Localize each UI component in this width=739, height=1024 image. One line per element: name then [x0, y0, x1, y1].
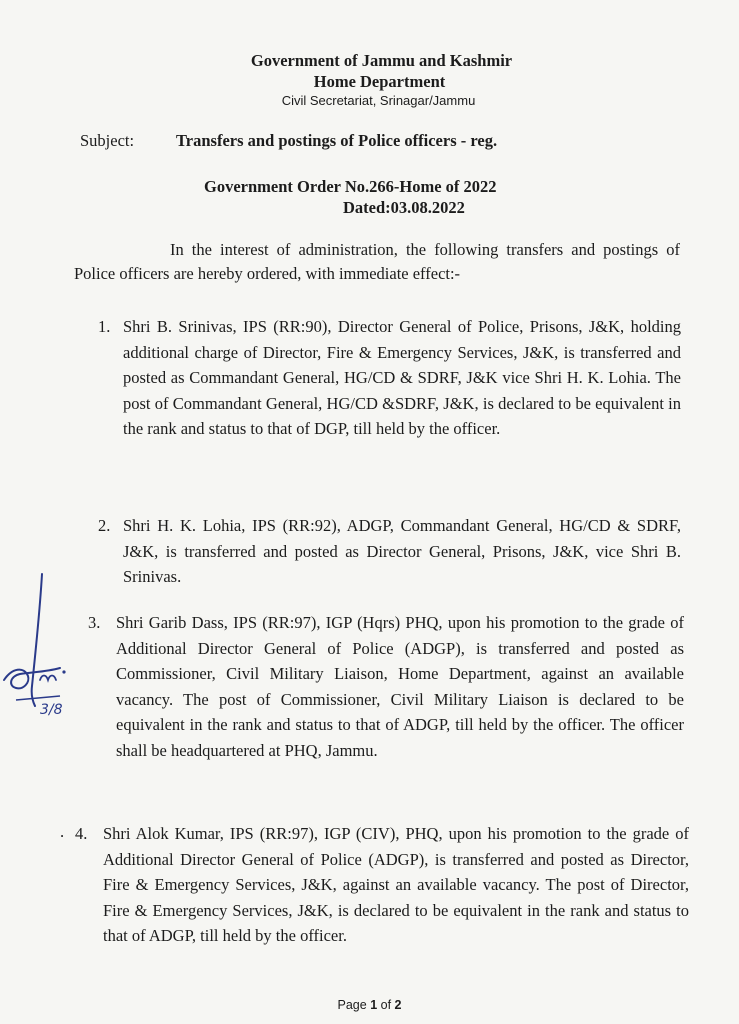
- item-number: 4.: [75, 824, 88, 843]
- page-footer: [0, 998, 739, 1012]
- item-number: 2.: [98, 516, 111, 535]
- letterhead: [0, 50, 739, 110]
- item-number: 1.: [98, 317, 111, 336]
- handwritten-signature: [2, 568, 72, 728]
- order-item-2: [98, 513, 681, 590]
- item-text: Shri Alok Kumar, IPS (RR:97), IGP (CIV), PHQ, upon his promotion to the grade of Additional Director General of Police (ADGP), is transferred and posted as Director, Fire & Emergency Services, J&K, against an available vacancy. The post of Director, Fire & Emergency Services, J&K, is declared to be equivalent in the rank and status to that of ADGP, till held by the officer.: [103, 824, 689, 946]
- order-item-4: [75, 821, 689, 949]
- of-word: of: [380, 998, 392, 1012]
- intro-paragraph: In the interest of administration, the following transfers and postings of Police officers are hereby ordered, with immediate effect:-: [74, 240, 680, 283]
- order-item-3: [88, 610, 684, 764]
- page-word: Page: [337, 998, 367, 1012]
- secretariat-address: Civil Secretariat, Srinagar/Jammu: [281, 93, 476, 108]
- item-text: Shri Garib Dass, IPS (RR:97), IGP (Hqrs) PHQ, upon his promotion to the grade of Additional Director General of Police (ADGP), is transferred and posted as Commissioner, Civil Military Liaison, Home Department, against an available vacancy. The post of Commissioner, Civil Military Liaison is declared to be equivalent in the rank and status to that of ADGP, till held by the officer. The officer shall be headquartered at PHQ, Jammu.: [116, 613, 684, 760]
- item-text: Shri B. Srinivas, IPS (RR:90), Director General of Police, Prisons, J&K, holding additional charge of Director, Fire & Emergency Services, J&K, is transferred and posted as Commandant General, HG/CD & SDRF, J&K vice Shri H. K. Lohia. The post of Commandant General, HG/CD &SDRF, J&K, is declared to be equivalent in the rank and status to that of DGP, till held by the officer.: [123, 317, 681, 439]
- order-date: Dated:03.08.2022: [343, 198, 465, 217]
- item-text: Shri H. K. Lohia, IPS (RR:92), ADGP, Commandant General, HG/CD & SDRF, J&K, is transferred and posted as Director General, Prisons, J&K, vice Shri B. Srinivas.: [123, 516, 681, 587]
- subject-label: Subject:: [80, 131, 135, 150]
- government-name: Government of Jammu and Kashmir: [250, 51, 513, 70]
- order-number: Government Order No.266-Home of 2022: [204, 177, 497, 196]
- subject-line: [80, 131, 497, 151]
- page-total: 2: [394, 998, 402, 1012]
- order-item-1: [98, 314, 681, 442]
- item-number: 3.: [88, 613, 101, 632]
- subject-text: Transfers and postings of Police officers - reg.: [176, 131, 498, 150]
- signature-date: 3/8: [40, 702, 63, 718]
- margin-dot: .: [60, 822, 65, 841]
- page-number: 1: [370, 998, 378, 1012]
- department-name: Home Department: [313, 72, 446, 91]
- order-block: [204, 176, 497, 218]
